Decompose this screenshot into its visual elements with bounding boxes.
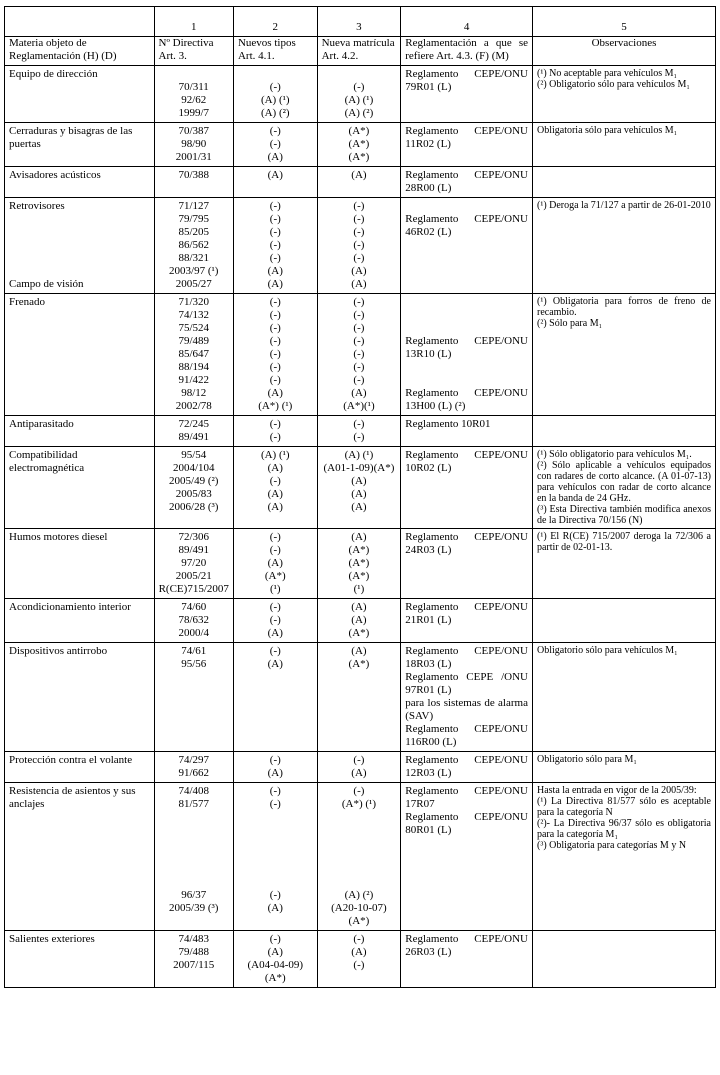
table-row <box>5 66 716 123</box>
directiva-cell: 74/61 95/56 <box>154 643 233 752</box>
header-reglamentacion: Reglamentación a que se refiere Art. 4.3. (F) (M) <box>401 37 533 66</box>
reglamentacion-cell: Reglamento CEPE/ONU 26R03 (L) <box>401 931 533 988</box>
directiva-cell: 74/483 79/488 2007/115 <box>154 931 233 988</box>
directiva-cell: 72/306 89/491 97/20 2005/21 R(CE)715/2007 <box>154 529 233 599</box>
materia-cell: Acondicionamiento interior <box>5 599 155 643</box>
materia-cell: Retrovisores Campo de visión <box>5 198 155 294</box>
nuevos-tipos-cell: (-) (-) (A) (A*) (¹) <box>233 529 317 599</box>
materia-cell: Equipo de dirección <box>5 66 155 123</box>
reglamentacion-cell: Reglamento CEPE/ONU 18R03 (L) Reglamento CEPE /ONU 97R01 (L) para los sistemas de alarma (SAV) Reglamento CEPE/ONU 116R00 (L) <box>401 643 533 752</box>
nuevos-tipos-cell: (-) (A) (¹) (A) (²) <box>233 66 317 123</box>
table-row <box>5 123 716 167</box>
materia-cell: Avisadores acústicos <box>5 167 155 198</box>
observaciones-cell: Obligatorio sólo para vehículos M₁ <box>532 643 715 752</box>
table-row <box>5 167 716 198</box>
materia-cell: Compatibilidad electromagnética <box>5 447 155 529</box>
observaciones-cell <box>532 599 715 643</box>
materia-cell: Humos motores diesel <box>5 529 155 599</box>
nuevos-tipos-cell: (-) (A) <box>233 643 317 752</box>
header-observaciones: Observaciones <box>532 37 715 66</box>
directiva-cell: 74/297 91/662 <box>154 752 233 783</box>
column-number: 5 <box>532 7 715 37</box>
table-row <box>5 752 716 783</box>
column-number: 4 <box>401 7 533 37</box>
directiva-cell: 72/245 89/491 <box>154 416 233 447</box>
observaciones-cell: (¹) Obligatoria para forros de freno de recambio. (²) Sólo para M₁ <box>532 294 715 416</box>
header-directiva: Nº Directiva Art. 3. <box>154 37 233 66</box>
nuevos-tipos-cell: (A) <box>233 167 317 198</box>
materia-cell: Salientes exteriores <box>5 931 155 988</box>
nueva-matricula-cell: (-) (-) (-) (-) (-) (A) (A) <box>317 198 401 294</box>
observaciones-cell: Obligatorio sólo para M₁ <box>532 752 715 783</box>
materia-cell: Frenado <box>5 294 155 416</box>
reglamentacion-cell: Reglamento CEPE/ONU 10R02 (L) <box>401 447 533 529</box>
header-nuevos-tipos: Nuevos tipos Art. 4.1. <box>233 37 317 66</box>
directiva-cell: 70/311 92/62 1999/7 <box>154 66 233 123</box>
reglamentacion-cell: Reglamento CEPE/ONU 46R02 (L) <box>401 198 533 294</box>
nueva-matricula-cell: (-) (-) <box>317 416 401 447</box>
reglamentacion-cell: Reglamento CEPE/ONU 28R00 (L) <box>401 167 533 198</box>
nuevos-tipos-cell: (-) (-) (-) (-) (-) (-) (-) (A) (A*) (¹) <box>233 294 317 416</box>
header-nueva-matricula: Nueva matrícula Art. 4.2. <box>317 37 401 66</box>
reglamentacion-cell: Reglamento 10R01 <box>401 416 533 447</box>
table-row <box>5 783 716 931</box>
directiva-cell: 71/320 74/132 75/524 79/489 85/647 88/194 91/422 98/12 2002/78 <box>154 294 233 416</box>
reglamentacion-cell: Reglamento CEPE/ONU 13R10 (L) Reglamento CEPE/ONU 13H00 (L) (²) <box>401 294 533 416</box>
column-number: 1 <box>154 7 233 37</box>
reglamentacion-cell: Reglamento CEPE/ONU 24R03 (L) <box>401 529 533 599</box>
reglamentacion-cell: Reglamento CEPE/ONU 12R03 (L) <box>401 752 533 783</box>
regulation-table <box>4 6 716 988</box>
materia-cell: Resistencia de asientos y sus anclajes <box>5 783 155 931</box>
observaciones-cell <box>532 416 715 447</box>
observaciones-cell: (¹) Deroga la 71/127 a partir de 26-01-2010 <box>532 198 715 294</box>
table-row <box>5 198 716 294</box>
observaciones-cell: (¹) El R(CE) 715/2007 deroga la 72/306 a partir de 02-01-13. <box>532 529 715 599</box>
nuevos-tipos-cell: (-) (-) (-) (-) (-) (A) (A) <box>233 198 317 294</box>
directiva-cell: 74/408 81/577 96/37 2005/39 (³) <box>154 783 233 931</box>
directiva-cell: 71/127 79/795 85/205 86/562 88/321 2003/97 (¹) 2005/27 <box>154 198 233 294</box>
nueva-matricula-cell: (-) (-) (-) (-) (-) (-) (-) (A) (A*)(¹) <box>317 294 401 416</box>
reglamentacion-cell: Reglamento CEPE/ONU 11R02 (L) <box>401 123 533 167</box>
nueva-matricula-cell: (A) (A) (A*) <box>317 599 401 643</box>
directiva-cell: 74/60 78/632 2000/4 <box>154 599 233 643</box>
table-row <box>5 599 716 643</box>
observaciones-cell: (¹) No aceptable para vehículos M₁ (²) Obligatorio sólo para vehículos M₁ <box>532 66 715 123</box>
nuevos-tipos-cell: (-) (-) (A) <box>233 123 317 167</box>
nuevos-tipos-cell: (-) (A) (A04-04-09)(A*) <box>233 931 317 988</box>
column-number: 3 <box>317 7 401 37</box>
directiva-cell: 70/388 <box>154 167 233 198</box>
materia-cell: Protección contra el volante <box>5 752 155 783</box>
nuevos-tipos-cell: (-) (-) (-) (A) <box>233 783 317 931</box>
observaciones-cell <box>532 931 715 988</box>
directiva-cell: 95/54 2004/104 2005/49 (²) 2005/83 2006/28 (³) <box>154 447 233 529</box>
table-row <box>5 416 716 447</box>
table-row <box>5 931 716 988</box>
table-row <box>5 447 716 529</box>
observaciones-cell <box>532 167 715 198</box>
materia-cell: Dispositivos antirrobo <box>5 643 155 752</box>
observaciones-cell: Hasta la entrada en vigor de la 2005/39: (¹) La Directiva 81/577 sólo es aceptable para la categoría N (²)- La Directiva 96/37 sólo es obligatoria para la categoría M₁ (³) Obligatoria para categorías M y N <box>532 783 715 931</box>
nueva-matricula-cell: (-) (A) <box>317 752 401 783</box>
nuevos-tipos-cell: (-) (-) <box>233 416 317 447</box>
observaciones-cell: Obligatoria sólo para vehículos M₁ <box>532 123 715 167</box>
header-materia: Materia objeto de Reglamentación (H) (D) <box>5 37 155 66</box>
header-row <box>5 37 716 66</box>
reglamentacion-cell: Reglamento CEPE/ONU 17R07 Reglamento CEPE/ONU 80R01 (L) <box>401 783 533 931</box>
nuevos-tipos-cell: (-) (-) (A) <box>233 599 317 643</box>
directiva-cell: 70/387 98/90 2001/31 <box>154 123 233 167</box>
table-row <box>5 294 716 416</box>
column-number: 2 <box>233 7 317 37</box>
nueva-matricula-cell: (A) (¹) (A01-1-09)(A*) (A) (A) (A) <box>317 447 401 529</box>
reglamentacion-cell: Reglamento CEPE/ONU 21R01 (L) <box>401 599 533 643</box>
nueva-matricula-cell: (-) (A) (-) <box>317 931 401 988</box>
reglamentacion-cell: Reglamento CEPE/ONU 79R01 (L) <box>401 66 533 123</box>
table-row <box>5 529 716 599</box>
nuevos-tipos-cell: (A) (¹) (A) (-) (A) (A) <box>233 447 317 529</box>
nuevos-tipos-cell: (-) (A) <box>233 752 317 783</box>
nueva-matricula-cell: (A) <box>317 167 401 198</box>
nueva-matricula-cell: (A*) (A*) (A*) <box>317 123 401 167</box>
observaciones-cell: (¹) Sólo obligatorio para vehículos M₁. (²) Sólo aplicable a vehículos equipados con radares de corto alcance. (A 01-07-13) para vehículos con radar de corto alcance en la banda de 24 GHz. (³) Esta Directiva también modifica anexos de la Directiva 70/156 (N) <box>532 447 715 529</box>
nueva-matricula-cell: (-) (A*) (¹) (A) (²) (A20-10-07)(A*) <box>317 783 401 931</box>
materia-cell: Cerraduras y bisagras de las puertas <box>5 123 155 167</box>
table-row <box>5 643 716 752</box>
column-number-row <box>5 7 716 37</box>
nueva-matricula-cell: (A) (A*) (A*) (A*) (¹) <box>317 529 401 599</box>
materia-cell: Antiparasitado <box>5 416 155 447</box>
nueva-matricula-cell: (-) (A) (¹) (A) (²) <box>317 66 401 123</box>
nueva-matricula-cell: (A) (A*) <box>317 643 401 752</box>
